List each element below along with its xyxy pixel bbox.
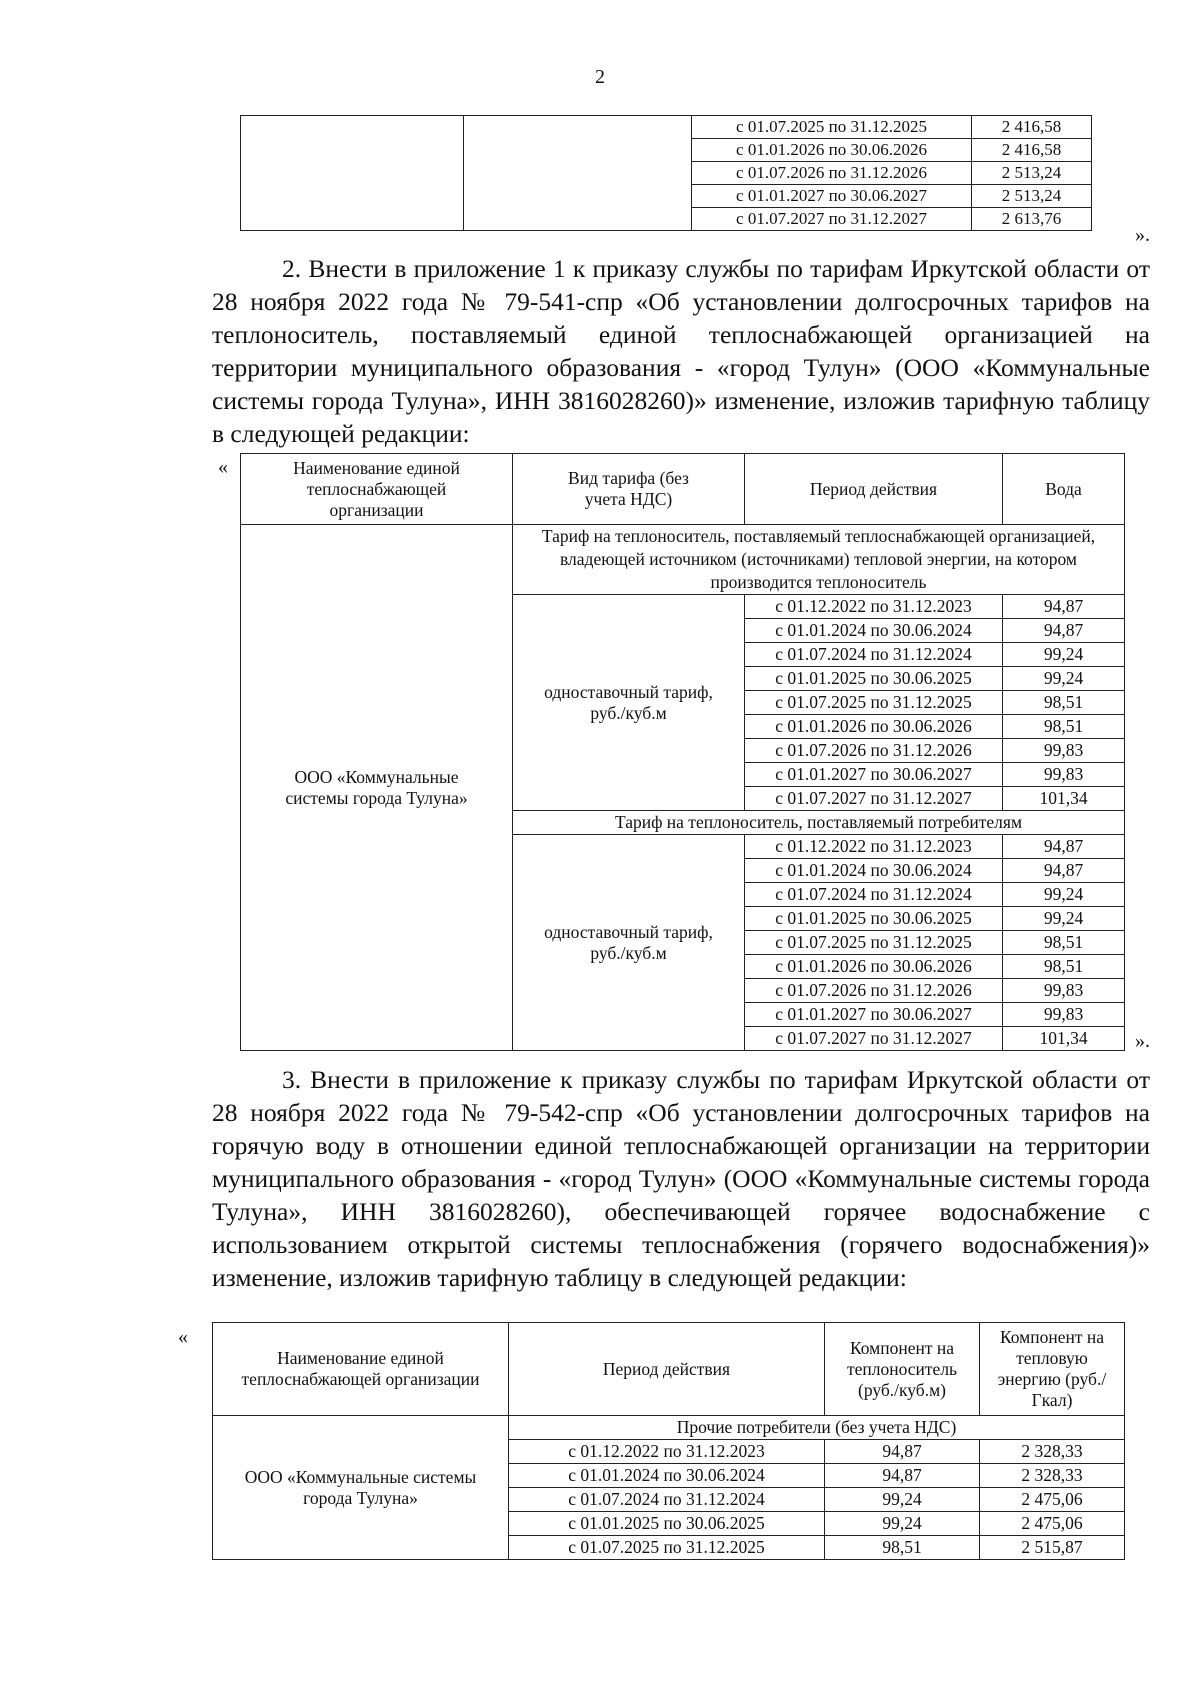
- period-cell: с 01.07.2024 по 31.12.2024: [745, 643, 1003, 667]
- table-header-row: [213, 1323, 1125, 1416]
- header-period: Период действия: [745, 454, 1003, 525]
- table3: [212, 1322, 1125, 1560]
- energy-cell: 2 328,33: [980, 1464, 1125, 1488]
- energy-cell: 2 515,87: [980, 1536, 1125, 1560]
- header-water: Вода: [1003, 454, 1125, 525]
- period-cell: с 01.12.2022 по 31.12.2023: [509, 1440, 825, 1464]
- period-cell: с 01.01.2026 по 30.06.2026: [692, 139, 972, 162]
- value-cell: 99,24: [1003, 883, 1125, 907]
- table-row: [213, 1416, 1125, 1440]
- value-cell: 94,87: [1003, 835, 1125, 859]
- period-cell: с 01.01.2024 по 30.06.2024: [509, 1464, 825, 1488]
- period-cell: с 01.01.2026 по 30.06.2026: [745, 955, 1003, 979]
- value-cell: 2 613,76: [972, 208, 1092, 231]
- period-cell: с 01.01.2027 по 30.06.2027: [692, 185, 972, 208]
- period-cell: с 01.07.2025 по 31.12.2025: [509, 1536, 825, 1560]
- table1-closing-quote: ».: [1135, 224, 1150, 246]
- table3-open-quote: «: [178, 1326, 188, 1348]
- header-tariff-type: Вид тарифа (без учета НДС): [513, 454, 745, 525]
- period-cell: с 01.01.2025 по 30.06.2025: [745, 667, 1003, 691]
- value-cell: 94,87: [1003, 859, 1125, 883]
- energy-cell: 2 475,06: [980, 1512, 1125, 1536]
- table2: [240, 453, 1125, 1051]
- table2-open-quote: «: [218, 456, 228, 478]
- value-cell: 2 416,58: [972, 139, 1092, 162]
- value-cell: 98,51: [1003, 715, 1125, 739]
- value-cell: 2 513,24: [972, 185, 1092, 208]
- section2-title: Тариф на теплоноситель, поставляемый потребителям: [513, 811, 1125, 835]
- period-cell: с 01.01.2024 по 30.06.2024: [745, 859, 1003, 883]
- period-cell: с 01.07.2024 по 31.12.2024: [509, 1488, 825, 1512]
- paragraph-3-text: 3. Внести в приложение к приказу службы по тарифам Иркутской области от 28 ноября 2022 года № 79-542-спр «Об установлении долгосрочных тарифов на горячую воду в отношении единой теплоснабжающей организации на территории муниципального образования - «город Тулун» (ООО «Коммунальные системы города Тулуна», ИНН 3816028260), обеспечивающей горячее водоснабжение с использованием открытой системы теплоснабжения (горячего водоснабжения)» изменение, изложив тарифную таблицу в следующей редакции:: [212, 1065, 1150, 1292]
- period-cell: с 01.12.2022 по 31.12.2023: [745, 835, 1003, 859]
- value-cell: 98,51: [1003, 955, 1125, 979]
- value-cell: 99,83: [1003, 739, 1125, 763]
- period-cell: с 01.12.2022 по 31.12.2023: [745, 595, 1003, 619]
- period-cell: с 01.01.2024 по 30.06.2024: [745, 619, 1003, 643]
- period-cell: с 01.07.2025 по 31.12.2025: [692, 116, 972, 139]
- value-cell: 94,87: [1003, 595, 1125, 619]
- carrier-cell: 99,24: [825, 1488, 980, 1512]
- paragraph-3: [212, 1063, 1150, 1294]
- period-cell: с 01.07.2027 по 31.12.2027: [745, 1027, 1003, 1051]
- value-cell: 101,34: [1003, 1027, 1125, 1051]
- period-cell: с 01.01.2026 по 30.06.2026: [745, 715, 1003, 739]
- tariff-type-cell: одноставочный тариф, руб./куб.м: [513, 835, 745, 1051]
- table-row: [241, 116, 1092, 139]
- value-cell: 101,34: [1003, 787, 1125, 811]
- value-cell: 99,24: [1003, 667, 1125, 691]
- table-row: [241, 525, 1125, 595]
- period-cell: с 01.07.2026 по 31.12.2026: [692, 162, 972, 185]
- period-cell: с 01.07.2027 по 31.12.2027: [692, 208, 972, 231]
- org-name-cell: ООО «Коммунальные системы города Тулуна»: [241, 525, 513, 1051]
- period-cell: с 01.07.2025 по 31.12.2025: [745, 691, 1003, 715]
- value-cell: 99,24: [1003, 643, 1125, 667]
- header-org: Наименование единой теплоснабжающей организации: [213, 1323, 509, 1416]
- period-cell: с 01.07.2026 по 31.12.2026: [745, 979, 1003, 1003]
- period-cell: с 01.01.2027 по 30.06.2027: [745, 1003, 1003, 1027]
- value-cell: 99,83: [1003, 1003, 1125, 1027]
- header-energy: Компонент на тепловую энергию (руб./Гкал): [980, 1323, 1125, 1416]
- section-title: Прочие потребители (без учета НДС): [509, 1416, 1125, 1440]
- carrier-cell: 94,87: [825, 1440, 980, 1464]
- value-cell: 94,87: [1003, 619, 1125, 643]
- period-cell: с 01.07.2026 по 31.12.2026: [745, 739, 1003, 763]
- value-cell: 98,51: [1003, 691, 1125, 715]
- carrier-cell: 99,24: [825, 1512, 980, 1536]
- period-cell: с 01.07.2027 по 31.12.2027: [745, 787, 1003, 811]
- period-cell: с 01.01.2027 по 30.06.2027: [745, 763, 1003, 787]
- tariff-type-cell: одноставочный тариф, руб./куб.м: [513, 595, 745, 811]
- value-cell: 98,51: [1003, 931, 1125, 955]
- value-cell: 99,83: [1003, 979, 1125, 1003]
- value-cell: 2 513,24: [972, 162, 1092, 185]
- header-carrier: Компонент на теплоноситель (руб./куб.м): [825, 1323, 980, 1416]
- table1-blank-cell: [241, 116, 464, 231]
- section1-title: Тариф на теплоноситель, поставляемый теплоснабжающей организацией, владеющей источником (источниками) тепловой энергии, на котором производится теплоноситель: [513, 525, 1125, 595]
- org-name-cell: ООО «Коммунальные системы города Тулуна»: [213, 1416, 509, 1560]
- carrier-cell: 98,51: [825, 1536, 980, 1560]
- energy-cell: 2 475,06: [980, 1488, 1125, 1512]
- table1: [240, 115, 1092, 231]
- value-cell: 99,24: [1003, 907, 1125, 931]
- table-header-row: [241, 454, 1125, 525]
- period-cell: с 01.07.2024 по 31.12.2024: [745, 883, 1003, 907]
- table1-blank-cell: [464, 116, 692, 231]
- header-period: Период действия: [509, 1323, 825, 1416]
- value-cell: 99,83: [1003, 763, 1125, 787]
- period-cell: с 01.01.2025 по 30.06.2025: [745, 907, 1003, 931]
- period-cell: с 01.07.2025 по 31.12.2025: [745, 931, 1003, 955]
- table2-closing-quote: ».: [1135, 1030, 1150, 1052]
- header-org: Наименование единой теплоснабжающей организации: [241, 454, 513, 525]
- paragraph-2: [212, 252, 1150, 450]
- energy-cell: 2 328,33: [980, 1440, 1125, 1464]
- carrier-cell: 94,87: [825, 1464, 980, 1488]
- value-cell: 2 416,58: [972, 116, 1092, 139]
- paragraph-2-text: 2. Внести в приложение 1 к приказу службы по тарифам Иркутской области от 28 ноября 2022 года № 79-541-спр «Об установлении долгосрочных тарифов на теплоноситель, поставляемый единой теплоснабжающей организацией на территории муниципального образования - «город Тулун» (ООО «Коммунальные системы города Тулуна», ИНН 3816028260)» изменение, изложив тарифную таблицу в следующей редакции:: [212, 254, 1150, 448]
- page-number: 2: [595, 66, 605, 88]
- period-cell: с 01.01.2025 по 30.06.2025: [509, 1512, 825, 1536]
